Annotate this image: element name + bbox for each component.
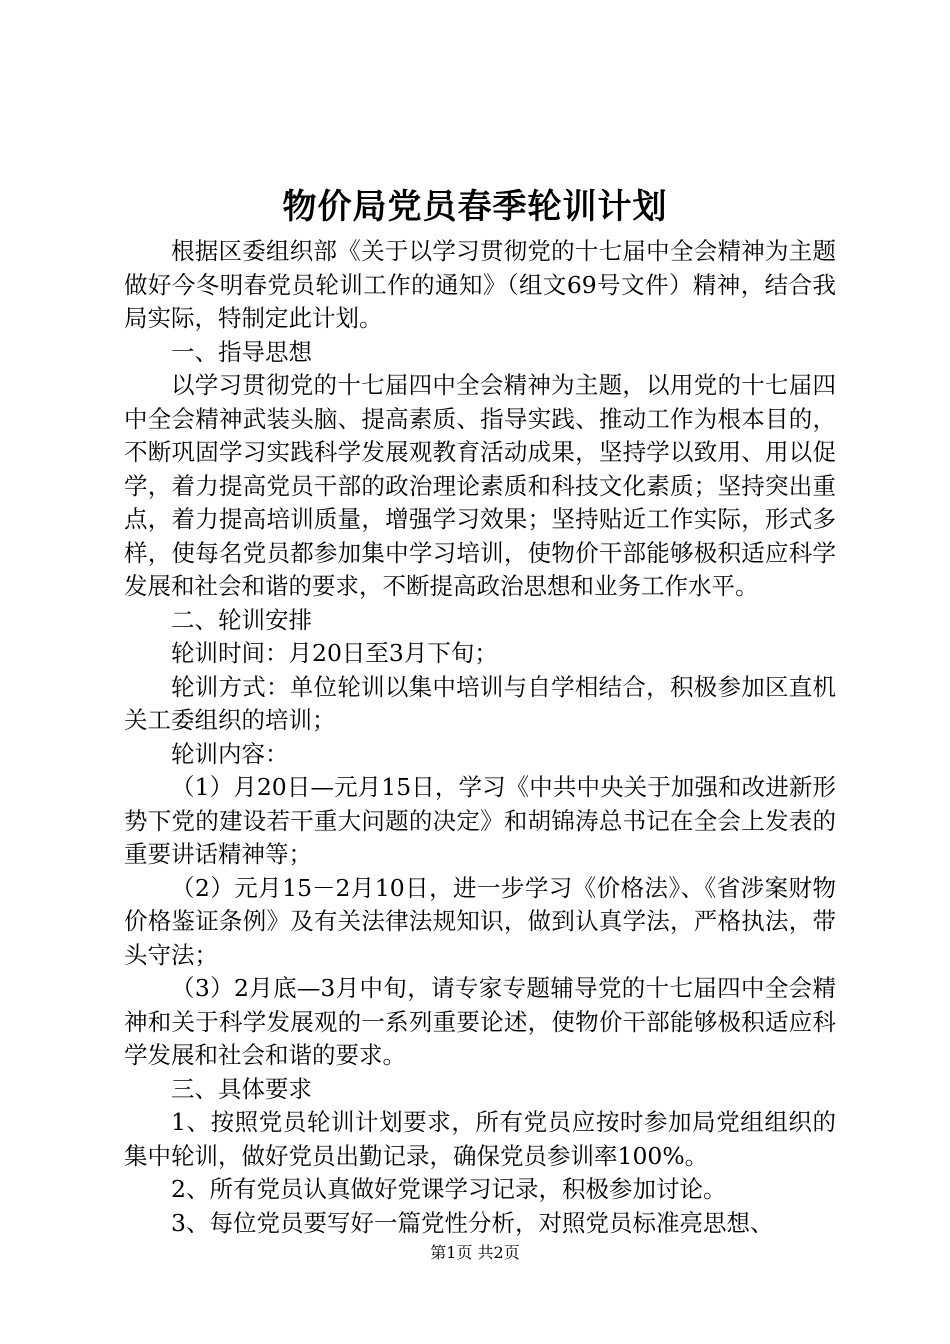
paragraph-intro: 根据区委组织部《关于以学习贯彻党的十七届中全会精神为主题做好今冬明春党员轮训工作的通知》（组文69号文件）精神，结合我局实际，特制定此计划。	[124, 237, 836, 332]
paragraph-training-time: 轮训时间：月20日至3月下旬；	[171, 639, 498, 667]
document-title: 物价局党员春季轮训计划	[282, 187, 668, 227]
section-heading-requirements: 三、具体要求	[171, 1074, 312, 1103]
paragraph-requirement-3: 3、每位党员要写好一篇党性分析，对照党员标准亮思想、	[171, 1208, 774, 1237]
paragraph-requirement-1: 1、按照党员轮训计划要求，所有党员应按时参加局党组组织的集中轮训，做好党员出勤记录，确保党员参训率100%。	[124, 1108, 836, 1170]
paragraph-training-content-label: 轮训内容：	[171, 739, 289, 768]
section-heading-training-arrangement: 二、轮训安排	[171, 605, 312, 634]
paragraph-content-item-3: （3）2月底—3月中旬，请专家专题辅导党的十七届四中全会精神和关于科学发展观的一系列重要论述，使物价干部能够极积适应科学发展和社会和谐的要求。	[124, 974, 836, 1069]
paragraph-guiding-thought: 以学习贯彻党的十七届四中全会精神为主题，以用党的十七届四中全会精神武装头脑、提高素质、指导实践、推动工作为根本目的，不断巩固学习实践科学发展观教育活动成果，坚持学以致用、用以促学，着力提高党员干部的政治理论素质和科技文化素质；坚持突出重点，着力提高培训质量，增强学习效果；坚持贴近工作实际，形式多样，使每名党员都参加集中学习培训，使物价干部能够极积适应科学发展和社会和谐的要求，不断提高政治思想和业务工作水平。	[124, 371, 836, 600]
paragraph-training-method: 轮训方式：单位轮训以集中培训与自学相结合，积极参加区直机关工委组织的培训；	[124, 672, 836, 734]
section-heading-guiding-thought: 一、指导思想	[171, 337, 312, 366]
document-body	[124, 235, 836, 1240]
paragraph-requirement-2: 2、所有党员认真做好党课学习记录，积极参加讨论。	[171, 1175, 727, 1203]
page-indicator: 第1页 共2页	[430, 1243, 520, 1262]
paragraph-content-item-2: （2）元月15－2月10日，进一步学习《价格法》、《省涉案财物价格鉴证条例》及有关法律法规知识，做到认真学法，严格执法，带头守法；	[124, 873, 836, 969]
paragraph-content-item-1: （1）月20日—元月15日，学习《中共中央关于加强和改进新形势下党的建设若干重大问题的决定》和胡锦涛总书记在全会上发表的重要讲话精神等；	[124, 773, 836, 868]
